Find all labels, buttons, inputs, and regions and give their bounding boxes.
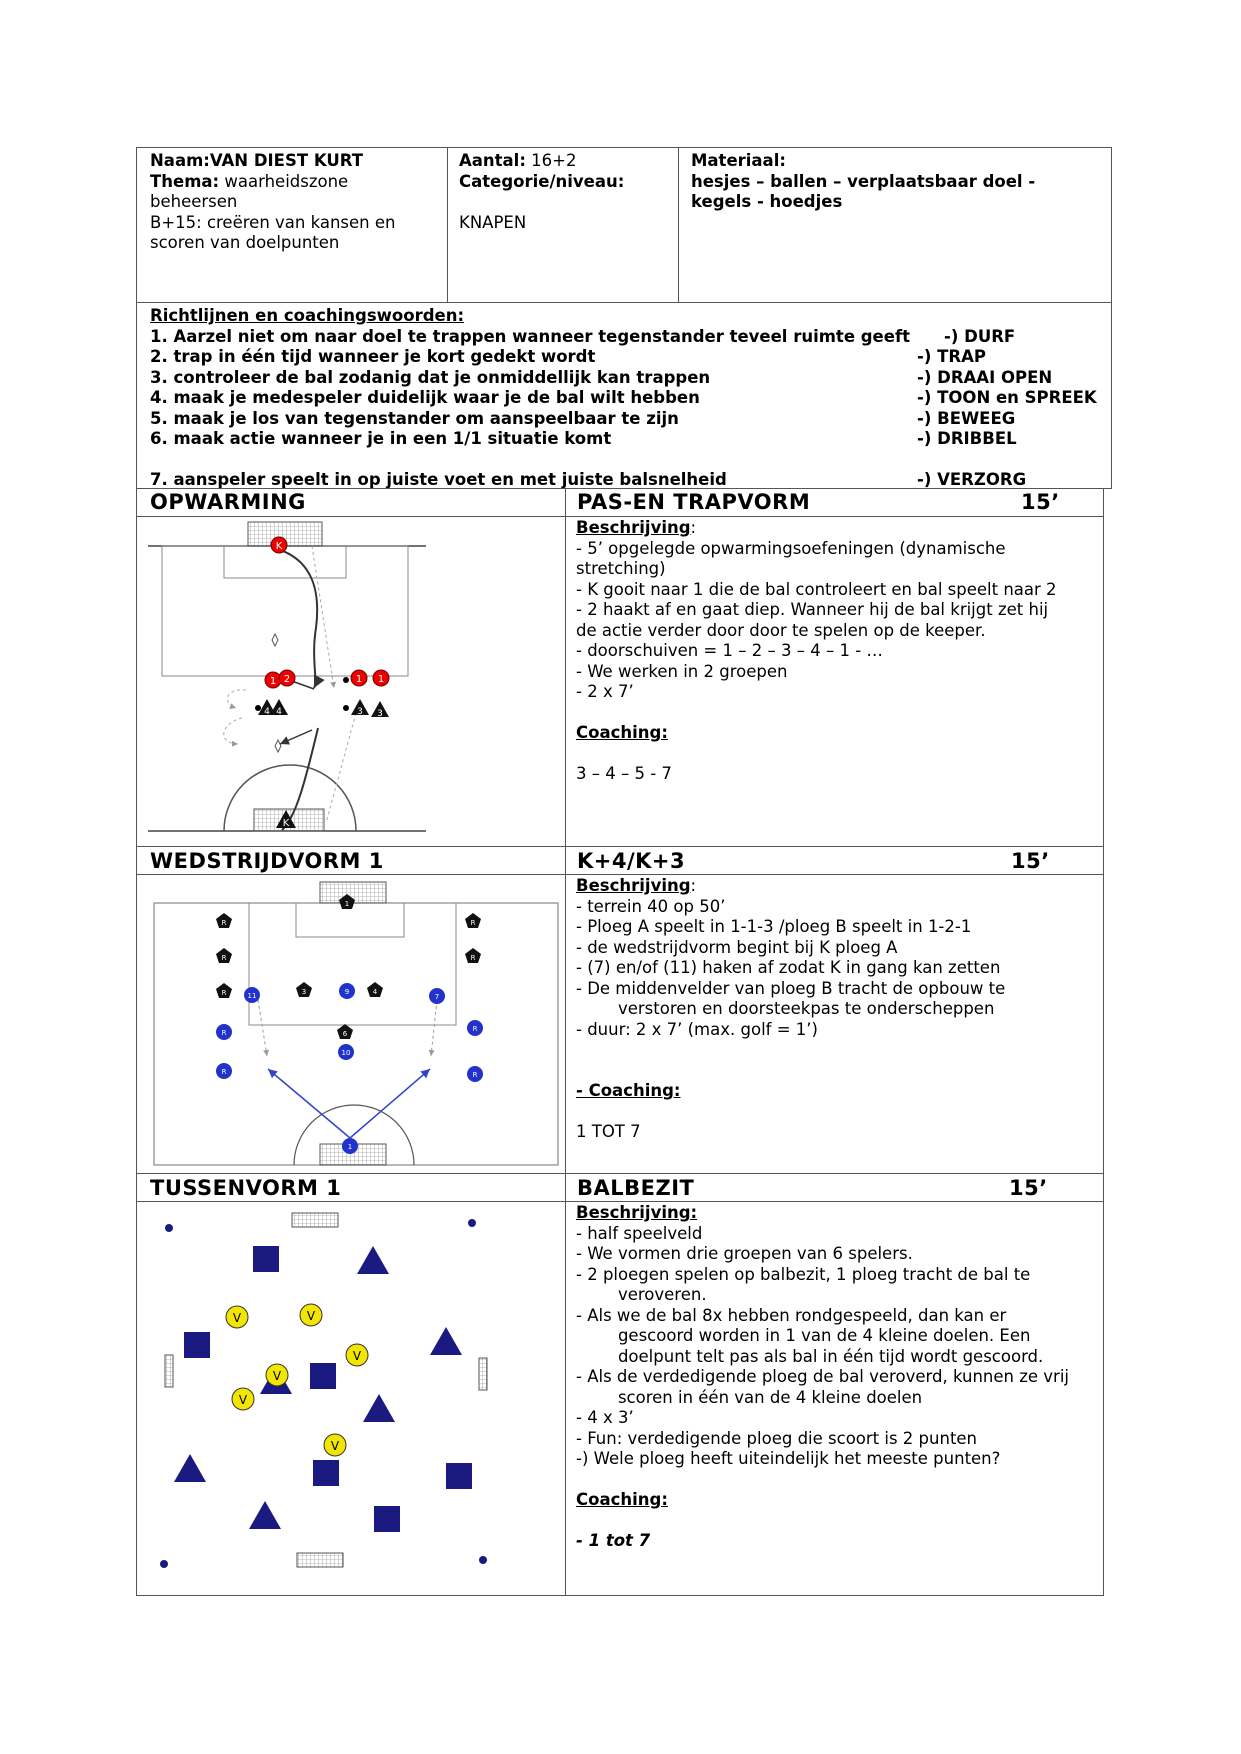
player-r-black bbox=[216, 983, 232, 998]
run-path bbox=[227, 690, 246, 708]
description-line: - (7) en/of (11) haken af zodat K in gang kan zetten bbox=[576, 958, 1001, 977]
coaching-value: 3 – 4 – 5 - 7 bbox=[576, 764, 672, 783]
player-triangle bbox=[363, 1394, 395, 1422]
description-line: -) Wele ploeg heeft uiteindelijk het meeste punten? bbox=[576, 1449, 1001, 1468]
player-triangle bbox=[357, 1246, 389, 1274]
guideline-5 bbox=[150, 409, 1110, 430]
section-1-duration: 15’ bbox=[1021, 490, 1060, 514]
player-v bbox=[266, 1364, 288, 1386]
penalty-box bbox=[162, 546, 408, 676]
guideline-2 bbox=[150, 347, 1110, 368]
player-square bbox=[253, 1246, 279, 1272]
run-path bbox=[431, 1000, 437, 1056]
player-label: 1 bbox=[347, 1143, 353, 1151]
description-line: - We werken in 2 groepen bbox=[576, 661, 788, 681]
player-label: V bbox=[232, 1311, 242, 1325]
player-label: 3 bbox=[357, 707, 363, 717]
guideline-text: 2. trap in één tijd wanneer je kort gedekt wordt bbox=[150, 347, 596, 366]
player-blue bbox=[244, 987, 260, 1003]
player-blue bbox=[339, 983, 355, 999]
header-divider-1 bbox=[447, 147, 448, 302]
description-line: - Als we de bal 8x hebben rondgespeeld, dan kan er bbox=[576, 1305, 1007, 1325]
wedstrijdvorm-diagram bbox=[150, 876, 562, 1170]
description-line: - Ploeg A speelt in 1-1-3 /ploeg B speelt in 1-2-1 bbox=[576, 917, 972, 936]
thema-label: Thema: bbox=[150, 171, 220, 191]
player-label: K bbox=[275, 541, 283, 552]
coaching-word: -) TOON en SPREEK bbox=[917, 388, 1097, 407]
ball-icon bbox=[255, 705, 261, 711]
description-line: - 4 x 3’ bbox=[576, 1408, 634, 1427]
small-goal bbox=[297, 1553, 343, 1567]
guideline-text: 5. maak je los van tegenstander om aanspeelbaar te zijn bbox=[150, 408, 679, 428]
cone-icon bbox=[272, 634, 278, 646]
coaching-word: -) TRAP bbox=[917, 347, 986, 366]
guideline-text: 6. maak actie wanneer je in een 1/1 situatie komt bbox=[150, 429, 612, 448]
description-line: verstoren en doorsteekpas te onderscheppen bbox=[576, 999, 995, 1018]
coaching-word: -) DURF bbox=[944, 326, 1016, 346]
opwarming-diagram bbox=[146, 518, 432, 838]
cone-icon bbox=[275, 740, 281, 752]
player-label: K bbox=[282, 818, 290, 829]
description-colon: : bbox=[690, 876, 697, 895]
run-path bbox=[224, 718, 242, 744]
player-label: R bbox=[221, 989, 227, 997]
player-black bbox=[351, 699, 369, 717]
player-blue bbox=[338, 1044, 354, 1060]
player-label: R bbox=[221, 1029, 227, 1037]
naam-cell bbox=[150, 151, 440, 254]
player-label: 11 bbox=[247, 992, 257, 1000]
section-3-description bbox=[576, 1203, 1096, 1552]
section-1-description bbox=[576, 518, 1096, 785]
corner-marker-icon bbox=[160, 1560, 168, 1568]
player-label: R bbox=[470, 954, 476, 962]
player-label: V bbox=[352, 1349, 362, 1363]
naam-value: VAN DIEST KURT bbox=[209, 151, 363, 170]
player-label: 1 bbox=[344, 900, 350, 908]
description-line: scoren in één van de 4 kleine doelen bbox=[576, 1387, 923, 1407]
description-line: - 2 x 7’ bbox=[576, 682, 634, 701]
materiaal-label: Materiaal: bbox=[691, 151, 786, 170]
guideline-4 bbox=[150, 388, 1110, 409]
description-line: - Fun: verdedigende ploeg die scoort is 2 punten bbox=[576, 1428, 978, 1448]
player-black bbox=[371, 701, 389, 719]
description-line: - 2 ploegen spelen op balbezit, 1 ploeg tracht de bal te bbox=[576, 1264, 1031, 1284]
materiaal-line-2: kegels - hoedjes bbox=[691, 192, 843, 211]
thema-line-3: B+15: creëren van kansen en bbox=[150, 212, 396, 232]
coaching-word: -) DRIBBEL bbox=[917, 429, 1017, 448]
coaching-label: Coaching: bbox=[576, 1490, 668, 1509]
description-label: Beschrijving bbox=[576, 876, 691, 895]
description-line: - Als de verdedigende ploeg de bal veroverd, kunnen ze vrij bbox=[576, 1367, 1069, 1386]
aantal-label: Aantal: bbox=[459, 151, 526, 170]
player-blue bbox=[429, 988, 445, 1004]
section-3-top-line bbox=[136, 1173, 1104, 1174]
player-r-blue bbox=[467, 1020, 483, 1036]
coaching-value: - 1 tot 7 bbox=[576, 1531, 651, 1550]
description-line: - duur: 2 x 7’ (max. golf = 1’) bbox=[576, 1019, 818, 1039]
player-label: 2 bbox=[283, 674, 291, 685]
player-r-black bbox=[216, 913, 232, 928]
player-label: V bbox=[238, 1393, 248, 1407]
player-label: V bbox=[330, 1439, 340, 1453]
section-1-subtitle: PAS-EN TRAPVORM bbox=[577, 490, 811, 514]
section-2-top-line bbox=[136, 846, 1104, 847]
player-r-black bbox=[465, 913, 481, 928]
player-label: 6 bbox=[342, 1030, 348, 1038]
description-line: - de wedstrijdvorm begint bij K ploeg A bbox=[576, 937, 898, 957]
corner-marker-icon bbox=[165, 1224, 173, 1232]
player-label: 4 bbox=[372, 988, 378, 996]
guideline-1 bbox=[150, 327, 1110, 348]
section-3-duration: 15’ bbox=[1009, 1176, 1048, 1200]
description-label: Beschrijving bbox=[576, 518, 691, 537]
header-divider-2 bbox=[678, 147, 679, 302]
player-r-black bbox=[216, 948, 232, 963]
guideline-text: 1. Aarzel niet om naar doel te trappen wanneer tegenstander teveel ruimte geeft bbox=[150, 326, 911, 346]
description-line: doelpunt telt pas als bal in één tijd wordt gescoord. bbox=[576, 1346, 1044, 1366]
section-3-title: TUSSENVORM 1 bbox=[150, 1176, 342, 1200]
player-label: R bbox=[221, 1068, 227, 1076]
categorie-value: KNAPEN bbox=[459, 212, 527, 232]
description-colon: : bbox=[690, 518, 697, 537]
thema-value: waarheidszone bbox=[219, 171, 349, 191]
coaching-word: -) BEWEEG bbox=[917, 408, 1016, 428]
ball-icon bbox=[343, 705, 349, 711]
coaching-label: Coaching: bbox=[576, 723, 668, 742]
small-goal bbox=[292, 1213, 338, 1227]
description-line: de actie verder door door te spelen op de keeper. bbox=[576, 620, 986, 640]
description-line: - doorschuiven = 1 – 2 – 3 – 4 – 1 - … bbox=[576, 641, 883, 660]
section-3-subtitle: BALBEZIT bbox=[577, 1176, 695, 1200]
player-square bbox=[313, 1460, 339, 1486]
player-black bbox=[367, 982, 383, 997]
materiaal-line-1: hesjes – ballen – verplaatsbaar doel - bbox=[691, 171, 1036, 191]
section-2-title: WEDSTRIJDVORM 1 bbox=[150, 849, 384, 873]
section-3-header-line bbox=[136, 1201, 1104, 1202]
player-label: 3 bbox=[301, 988, 307, 996]
player-label: R bbox=[221, 954, 227, 962]
player-label: R bbox=[472, 1025, 478, 1033]
player-triangle bbox=[174, 1454, 206, 1482]
player-black bbox=[270, 699, 288, 717]
header-divider-h bbox=[136, 302, 1112, 303]
small-goal bbox=[479, 1358, 487, 1390]
player-v bbox=[232, 1388, 254, 1410]
categorie-label: Categorie/niveau: bbox=[459, 171, 625, 191]
corner-marker-icon bbox=[479, 1556, 487, 1564]
player-label: 9 bbox=[344, 988, 350, 996]
description-line: - 2 haakt af en gaat diep. Wanneer hij de bal krijgt zet hij bbox=[576, 600, 1049, 619]
corner-marker-icon bbox=[468, 1219, 476, 1227]
materiaal-cell bbox=[691, 151, 1106, 213]
player-v bbox=[346, 1344, 368, 1366]
guideline-text: 7. aanspeler speelt in op juiste voet en met juiste balsnelheid bbox=[150, 469, 727, 489]
coaching-value: 1 TOT 7 bbox=[576, 1122, 641, 1141]
guideline-3 bbox=[150, 368, 1110, 389]
player-square bbox=[184, 1332, 210, 1358]
description-line: - terrein 40 op 50’ bbox=[576, 896, 726, 916]
thema-line-4: scoren van doelpunten bbox=[150, 233, 340, 252]
section-1-header-line bbox=[136, 516, 1104, 517]
player-label: 7 bbox=[434, 993, 440, 1001]
description-line: veroveren. bbox=[576, 1285, 707, 1304]
player-r-blue bbox=[216, 1024, 232, 1040]
description-line: - half speelveld bbox=[576, 1223, 703, 1243]
player-black bbox=[337, 1024, 353, 1039]
aantal-cell bbox=[459, 151, 674, 233]
player-r-blue bbox=[467, 1066, 483, 1082]
keeper-bottom bbox=[342, 1138, 358, 1154]
description-label: Beschrijving: bbox=[576, 1203, 698, 1222]
thema-value-2: beheersen bbox=[150, 192, 238, 211]
penalty-box bbox=[249, 903, 456, 1025]
player-triangle bbox=[249, 1501, 281, 1529]
player-v bbox=[226, 1306, 248, 1328]
pass-arrow bbox=[350, 1069, 430, 1138]
description-line: - We vormen drie groepen van 6 spelers. bbox=[576, 1244, 913, 1263]
small-goal bbox=[165, 1355, 173, 1387]
ball-icon bbox=[343, 677, 349, 683]
player-v bbox=[324, 1434, 346, 1456]
player-label: 10 bbox=[341, 1049, 351, 1057]
description-line: - 5’ opgelegde opwarmingsoefeningen (dynamische bbox=[576, 538, 1006, 558]
player-red bbox=[279, 670, 295, 686]
section-2-duration: 15’ bbox=[1011, 849, 1050, 873]
player-red bbox=[351, 670, 367, 686]
player-label: 4 bbox=[276, 707, 282, 717]
player-label: V bbox=[306, 1309, 316, 1323]
player-label: 1 bbox=[377, 674, 385, 685]
guideline-text: 3. controleer de bal zodanig dat je onmiddellijk kan trappen bbox=[150, 367, 711, 387]
description-line: stretching) bbox=[576, 559, 666, 578]
description-line: - K gooit naar 1 die de bal controleert en bal speelt naar 2 bbox=[576, 579, 1057, 599]
guideline-6 bbox=[150, 429, 1110, 450]
balbezit-diagram bbox=[150, 1203, 562, 1593]
player-black bbox=[296, 982, 312, 997]
section-2-subtitle: K+4/K+3 bbox=[577, 849, 686, 873]
player-label: R bbox=[472, 1071, 478, 1079]
coaching-word: -) DRAAI OPEN bbox=[917, 367, 1053, 387]
throw-path bbox=[274, 548, 317, 688]
player-red bbox=[373, 670, 389, 686]
player-label: 3 bbox=[377, 709, 383, 719]
player-label: 1 bbox=[355, 674, 363, 685]
player-triangle bbox=[430, 1327, 462, 1355]
player-square bbox=[310, 1363, 336, 1389]
description-line: - De middenvelder van ploeg B tracht de opbouw te bbox=[576, 978, 1006, 998]
section-2-description bbox=[576, 876, 1096, 1143]
player-label: R bbox=[470, 919, 476, 927]
player-red bbox=[265, 672, 281, 688]
player-label: 4 bbox=[264, 707, 270, 717]
guideline-7 bbox=[150, 470, 1110, 491]
player-label: V bbox=[272, 1369, 282, 1383]
player-label: 1 bbox=[269, 676, 277, 687]
aantal-value: 16+2 bbox=[525, 151, 577, 170]
pass-arrow bbox=[280, 730, 312, 744]
player-r-blue bbox=[216, 1063, 232, 1079]
coaching-word: -) VERZORG bbox=[917, 469, 1027, 489]
player-square bbox=[374, 1506, 400, 1532]
sections-divider bbox=[565, 488, 566, 1596]
description-line: gescoord worden in 1 van de 4 kleine doelen. Een bbox=[576, 1326, 1031, 1345]
keeper-top bbox=[271, 537, 287, 553]
player-label: R bbox=[221, 919, 227, 927]
player-v bbox=[300, 1304, 322, 1326]
section-2-header-line bbox=[136, 874, 1104, 875]
naam-label: Naam: bbox=[150, 151, 210, 170]
guideline-text: 4. maak je medespeler duidelijk waar je de bal wilt hebben bbox=[150, 388, 700, 407]
section-1-title: OPWARMING bbox=[150, 490, 306, 514]
pitch bbox=[154, 903, 558, 1165]
player-r-black bbox=[465, 948, 481, 963]
run-path bbox=[258, 1000, 267, 1056]
player-square bbox=[446, 1463, 472, 1489]
coaching-label: - Coaching: bbox=[576, 1081, 681, 1100]
guidelines bbox=[150, 306, 1110, 490]
guidelines-title: Richtlijnen en coachingswoorden: bbox=[150, 306, 465, 325]
pass-arrow bbox=[268, 1069, 350, 1138]
